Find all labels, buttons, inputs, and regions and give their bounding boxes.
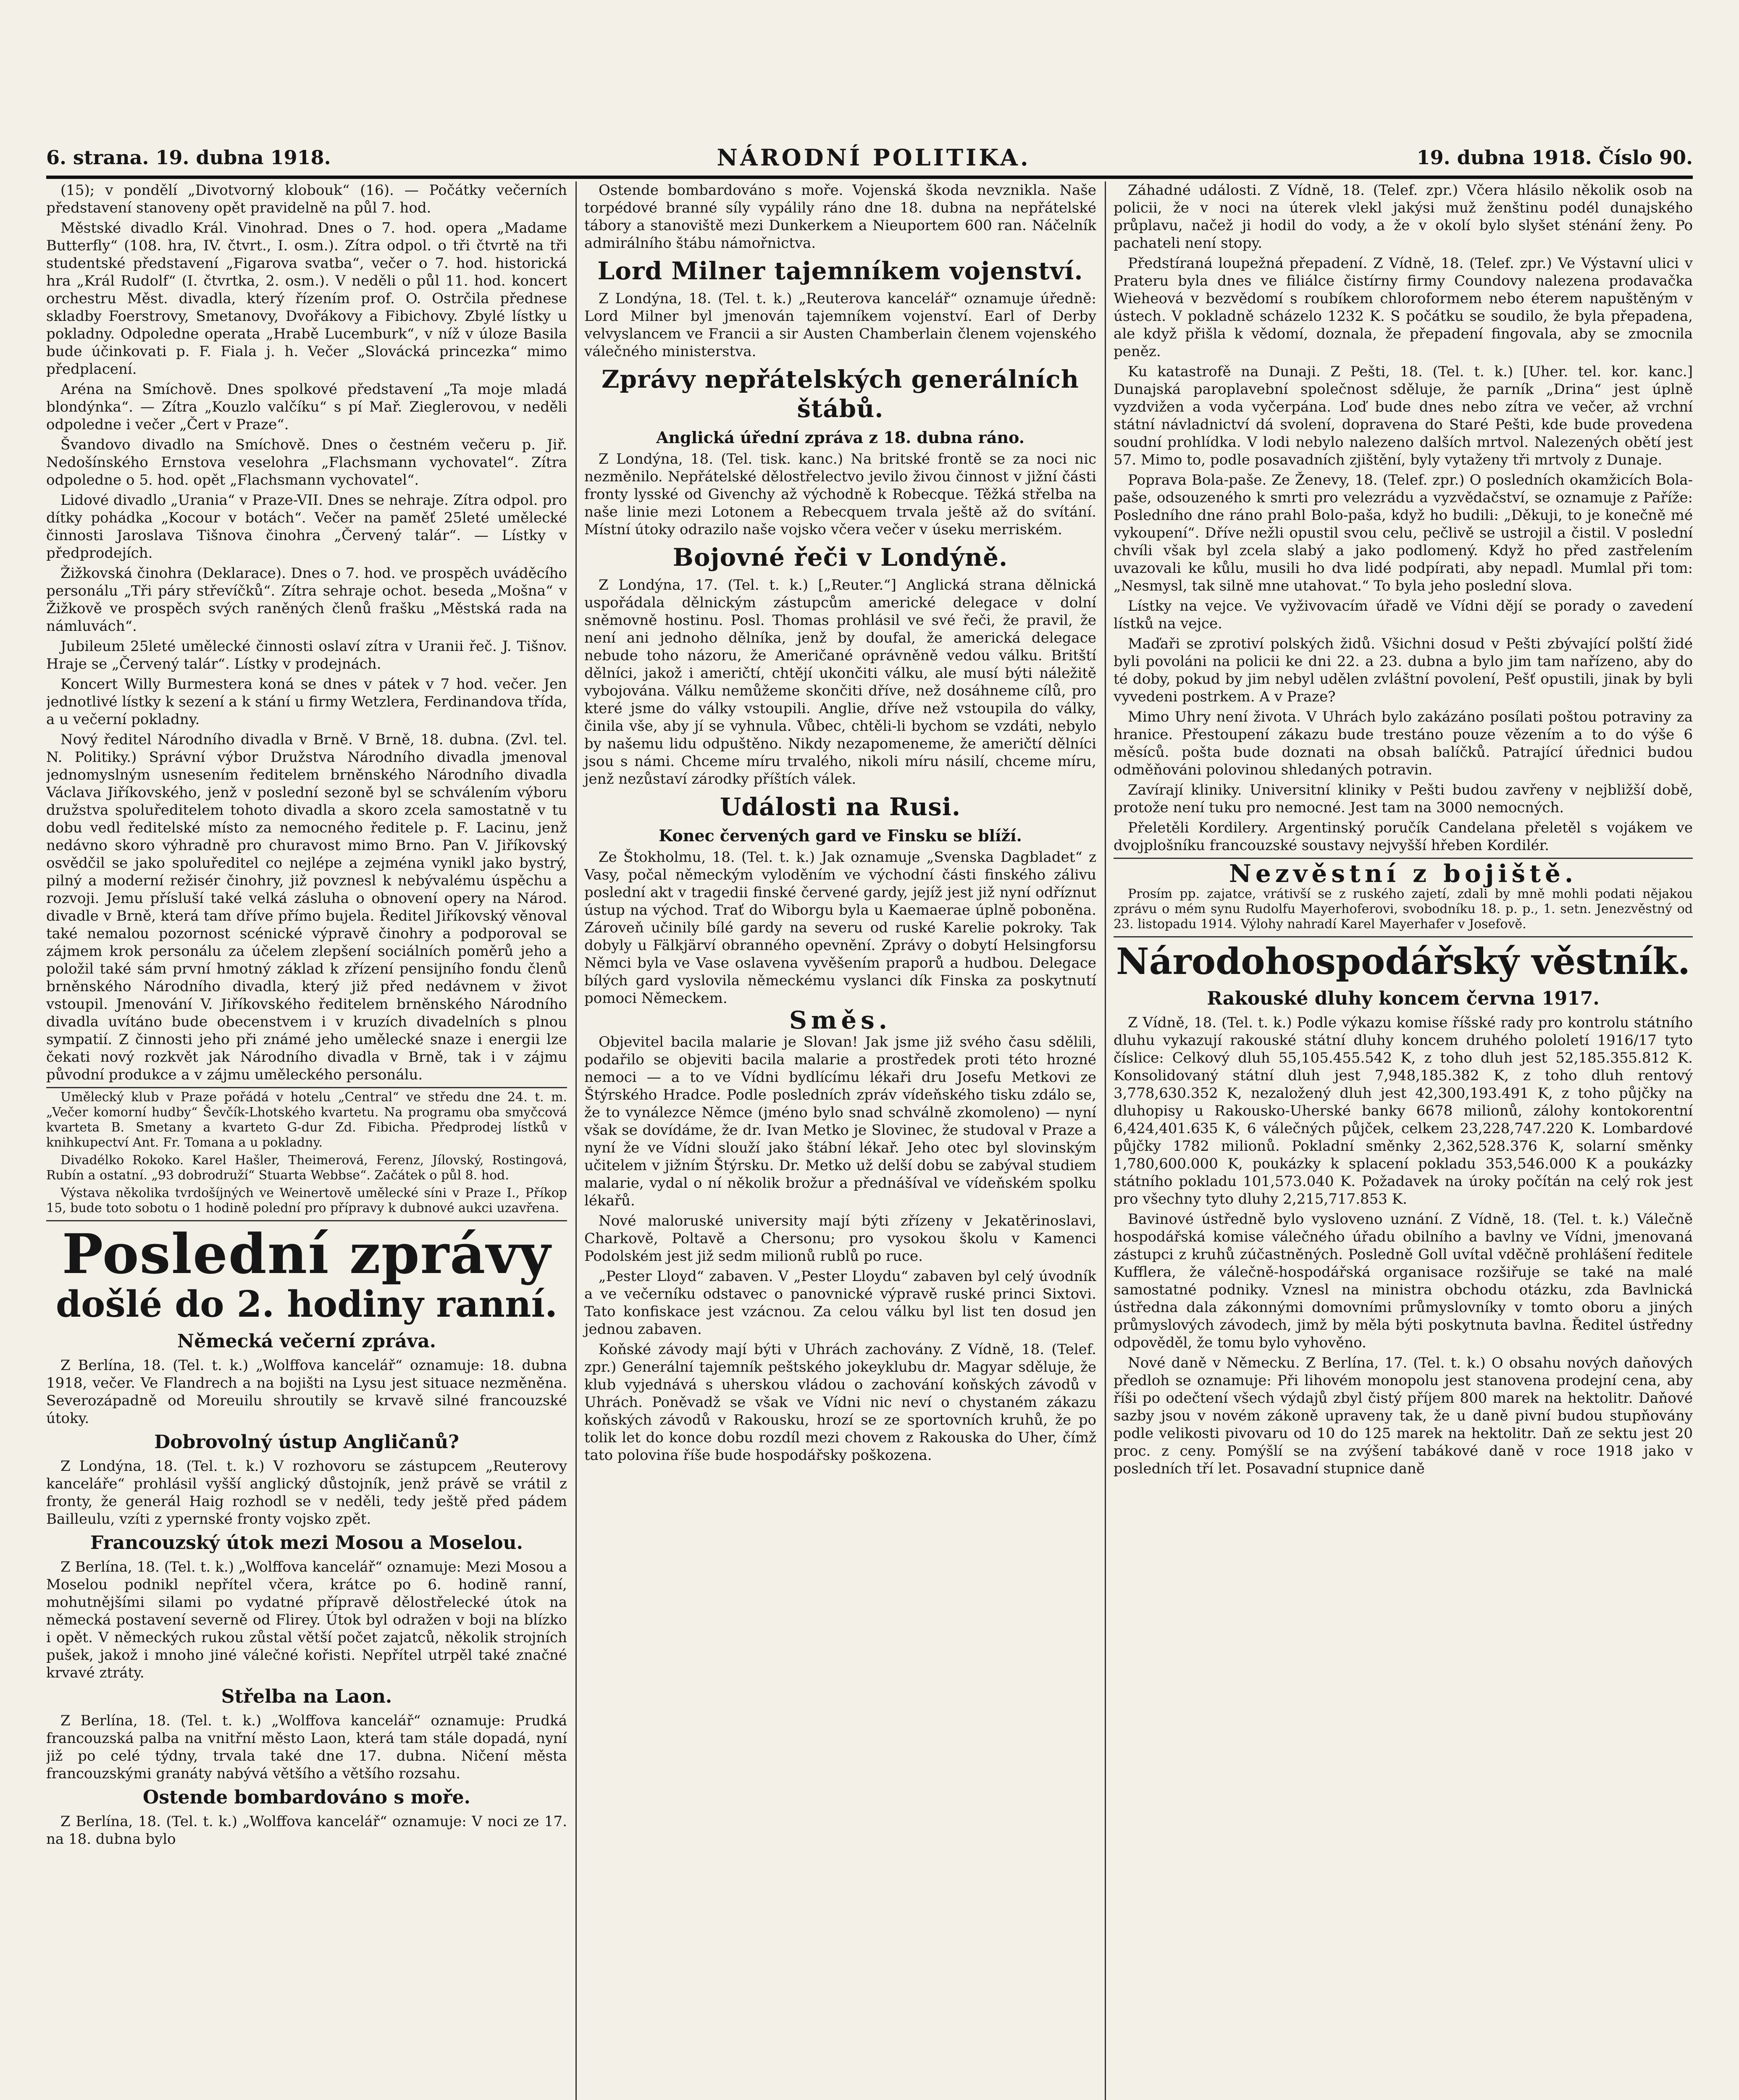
article-bola-pase: Poprava Bola-paše. Ze Ženevy, 18. (Telef. zpr.) O posledních okamžicích Bola-paše, odsouzeného k smrti pro velezrádu a vyzvědačství, se oznamuje z Paříže: Posledního dne ráno prahl Bolo-paša, když ho budili: „Děkuji, to je konečně mé vykoupení“. Dříve nežli opustil svou celu, pečlivě se ustrojil a čistil. V poslední chvíli však byl zcela slabý a jako podlomený. Když ho před zastřelením uvazovali ke kůlu, musili ho dva lidé podpírati, aby nepadl. Mumlal při tom: „Nesmysl, tak silně mne utahovat.“ To byla jeho poslední slova. (1114, 472, 1693, 594)
article-francouzsky-utok: Z Berlína, 18. (Tel. t. k.) „Wolffova kancelář“ oznamuje: Mezi Mosou a Moselou podnikl nepřítel včera, krátce po 6. hodině ranní, mohutnějšími silami po vydatné přípravě dělostřelecké útok na německá postavení severně od Flirey. Útok byl odražen v boji na blízko i opět. V německých rukou zůstal větší počet zajatců, několik strojních pušek, jakož i mnoho jiné válečné kořisti. Nepřítel utrpěl také značné krvavé ztráty. (46, 1559, 567, 1681)
article-theatre-top: (15); v pondělí „Divotvorný klobouk“ (16). — Počátky večerních představení stanoveny opět pravidelně na půl 7. hod. (46, 182, 567, 216)
article-urania-theatre: Lidové divadlo „Urania“ v Praze-VII. Dnes se nehraje. Zítra odpol. pro dítky pohádka „Kocour v botách“. Večer na paměť 25leté umělecké činnosti Jaroslava Tišnova činohra „Červený talár“. — Lístky v předprodejích. (46, 492, 567, 562)
heading-nezvestni: Nezvěstní z bojiště. (1229, 859, 1578, 888)
article-madari: Maďaři se zprotiví polských židů. Všichni dosud v Pešti zbývající polští židé byli povoláni na policii ke dni 22. a 23. dubna a bylo jim tam nařízeno, aby do té doby, pokud by jim nebyl udělen zvláštní povolení, Pešť opustili, jinak by byli vyvedeni postrkem. A v Praze? (1114, 635, 1693, 705)
article-konske-zavody: Koňské závody mají býti v Uhrách zachovány. Z Vídně, 18. (Telef. zpr.) Generální tajemník peštského jokeyklubu dr. Magyar sděluje, že klub vyjednává s uherskou vládou o zachování koňských závodů v Uhrách. Poněvadž se však ve Vídni nic neví o chystaném zákazu koňských závodů v Rakousku, hrozí se ze sportovních kruhů, že po tolik let do konce dobu rozdíl mezi chovem z Rakouska do Uher, čímž tato polovina říše bude hospodářsky poškozena. (584, 1341, 1096, 1464)
article-rusko: Ze Štokholmu, 18. (Tel. t. k.) Jak oznamuje „Svenska Dagbladet“ z Vasy, počal německým vyloděním ve východní části finského zálivu poslední akt v tragedii finské červené gardy, jejíž jest již nyní odříznut ústup na východ. Trať do Wiborgu byla u Kaemaerae úplně poboněna. Zároveň učinily bílé gardy na severu od ruské Karelie pokroky. Tak dobyly u Fälkjärví obranného opevnění. Zprávy o dobytí Helsingforsu Němci byla ve Vase oslavena vyvěšením praporů a hudbou. Delegace bílých gard vyslovila německému vyslanci dík Finska za poskytnutí pomoci Německem. (584, 849, 1096, 1007)
subheadline-dosle: došlé do 2. hodiny ranní. (55, 1283, 558, 1326)
heading-strelba-laon: Střelba na Laon. (221, 1686, 392, 1707)
ad-vystava: Výstava několika tvrdošíjných ve Weinertově umělecké síni v Praze I., Příkop 15, bude toto sobotu o 1 hodině polední pro přípravy k dubnové aukci uzavřena. (46, 1186, 567, 1215)
article-kliniky: Zavírají kliniky. Universitní kliniky v Pešti budou zavřeny v nejbližší době, protože není tuku pro nemocné. Jest tam na 3000 nemocných. (1114, 782, 1693, 816)
heading-francouzsky-utok: Francouzský útok mezi Mosou a Moselou. (90, 1532, 523, 1554)
header-right: 19. dubna 1918. Číslo 90. (1416, 146, 1693, 169)
box-nezvestni (1114, 858, 1693, 937)
header-left: 6. strana. 19. dubna 1918. (46, 146, 331, 169)
article-bojovne-reci: Z Londýna, 17. (Tel. t. k.) [„Reuter.“] Anglická strana dělnická uspořádala dělnickým zástupcům americké delegace v dolní sněmovně hostinu. Posl. Thomas prohlásil ve své řeči, že pravil, že není ani jednoho dělníka, jenž by doufal, že americká delegace nebude toho názoru, že Američané oprávněně vedou válku. Britští dělníci, jakož i američtí, chtějí ukončiti válku, ale musí býti náležitě vybojována. Válku nemůžeme skončiti dříve, než dosáhneme cílů, pro které jsme do války vstoupili. Anglie, dříve než vstoupila do války, činila vše, aby jí se vyhnula. Vůbec, chtěli-li bychom se vzdáti, nebylo by našemu lidu odpuštěno. Nikdy nezapomeneme, že američtí dělníci jsou s námi. Chceme míru trvalého, nikoli míru násilí, chceme míru, jenž nezůstaví zárodky příštích válek. (584, 577, 1096, 788)
article-nezvestni: Prosím pp. zajatce, vrátivší se z ruského zajetí, zdali by mně mohli podati nějakou zprávu o mém synu Rudolfu Mayerhoferovi, svobodníku 18. p. p., 1. setn. Jenezvěstný od 23. listopadu 1914. Výlohy nahradí Karel Mayerhafer v Josefově. (1114, 887, 1693, 932)
newspaper-title: NÁRODNÍ POLITIKA. (717, 144, 1031, 171)
article-anglicka-zprava: Z Londýna, 18. (Tel. tisk. kanc.) Na britské frontě se za noci nic nezměnilo. Nepřátelské dělostřelectvo jevilo živou činnost v jižní části fronty lysské od Givenchy až východně k Robecque. Těžká střelba na naše linie mezi Lotonem a Rebecquem trvala ještě až do svítání. Místní útoky odrazilo naše vojsko včera večer v úseku merriském. (584, 451, 1096, 538)
article-nove-dane: Nové daně v Německu. Z Berlína, 17. (Tel. t. k.) O obsahu nových daňových předloh se oznamuje: Při lihovém monopolu jest stanovena prodejní cena, aby říši po odečtení všech výdajů zbyl čistý příjem 800 marek na hektolitr. Daňové sazby jsou v novém zákoně upraveny tak, že u daně pivní budou stupňovány podle velikosti pivovaru od 10 do 125 marek na hektolitr. Daň ze sektu jest 20 proc. z ceny. Pomýšlí se na zvýšení tabákové daně v roce 1918 jako v posledních tří let. Posavadní stupnice daně (1114, 1354, 1693, 1477)
heading-udalosti-rusi: Události na Rusi. (720, 793, 961, 821)
article-zizkov-theatre: Žižkovská činohra (Deklarace). Dnes o 7. hod. ve prospěch uváděcího personálu „Tři páry střevíčků“. Zítra sehraje ochot. beseda „Mošna“ v Žižkově ve prospěch svých raněných členů frašku „Městská rada na námluvách“. (46, 565, 567, 635)
header-rule (46, 176, 1693, 179)
article-milner: Z Londýna, 18. (Tel. t. k.) „Reuterova kancelář“ oznamuje úředně: Lord Milner byl jmenován tajemníkem vojenství. Earl of Derby velvyslancem ve Francii a sir Austen Chamberlain členem vojenského válečného ministerstva. (584, 290, 1096, 360)
heading-zpravy-stabu: Zprávy nepřátelských generálních štábů. (602, 365, 1079, 423)
article-pester-lloyd: „Pester Lloyd“ zabaven. V „Pester Lloydu“ zabaven byl celý úvodník a ve večerníku odstavec o panovnické výpravě ruské princi Sixtovi. Tato konfiskace jest vzácnou. Za celou válku byl list ten dosud jen jednou zabaven. (584, 1268, 1096, 1338)
heading-ustup: Dobrovolný ústup Angličanů? (154, 1431, 459, 1453)
article-katastrofa-dunaj: Ku katastrofě na Dunaji. Z Pešti, 18. (Tel. t. k.) [Uher. tel. kor. kanc.] Dunajská paroplavební společnost sděluje, že parník „Drina“ jest úplně vyzdvižen a voda vyčerpána. Loď bude dnes nebo zítra ve večer, až vrchní státní návladnictví dá svolení, dopravena do Staré Pešti, kde bude provedena soudní prohlídka. V lodi nebylo nalezeno dalších mrtvol. Nalezených obětí jest 57. Mimo to, podle posavadních zjištění, byly vytaženy tři mrtvoly z Dunaje. (1114, 363, 1693, 468)
article-nemecka-zprava: Z Berlína, 18. (Tel. t. k.) „Wolffova kancelář“ oznamuje: 18. dubna 1918, večer. Ve Flandrech a na bojišti na Lysu jest situace nezměněna. Severozápadně od Moreuilu shroutily se krvavě silné francouzské útoky. (46, 1357, 567, 1427)
column-1 (46, 181, 567, 2100)
page-header (46, 143, 1693, 172)
subheading-cervene-gardy: Konec červených gard ve Finsku se blíží. (659, 826, 1022, 845)
article-bavlnova-ustredna: Bavinové ústředně bylo vysloveno uznání. Z Vídně, 18. (Tel. t. k.) Válečně hospodářská komise válečného úřadu obilního a bavlny ve Vídni, jmenovaná zástupci z kruhů zúčastněných. Posledně Goll uvítal vděčně prohlášení ředitele Kufflera, že válečně-hospodářská organisace rozšiřuje se také na malé samostatné podniky. Vznesl na ministra obchodu otázku, zda Bavlnická ústředna dala zákonnými domovními průmyslovníky v tomto oboru a jiných průmyslových závodech, jimž by měla býti poskytnuta bavlna. Ředitel ústředny odpověděl, že tomu bylo vyhověno. (1114, 1211, 1693, 1351)
heading-ostende: Ostende bombardováno s moře. (143, 1787, 470, 1808)
article-ostende-cont: Ostende bombardováno s moře. Vojenská škoda nevznikla. Naše torpédové branné síly vypálily ráno dne 18. dubna na nepřátelské tábory a stanoviště mezi Dunkerkem a Nieuportem 600 ran. Náčelník admirálního štábu námořnictva. (584, 182, 1096, 252)
article-brno-director: Nový ředitel Národního divadla v Brně. V Brně, 18. dubna. (Zvl. tel. N. Politiky.) Správní výbor Družstva Národního divadla jmenoval jednomyslným usnesením ředitelem brněnského Národního divadla Václava Jiříkovského, jenž v poslední sezoně byl se schválením výboru družstva spoluředitelem tohoto divadla a skoro zcela samostatně v tu dobu vedl ředitelské místo za nemocného ředitele p. F. Lacinu, jenž nedávno skoro výhradně pro churavost mimo Brno. Pan V. Jiříkovský osvědčil se jako spoluředitel co nejlépe a zejména vynikl jako bystrý, pilný a moderní režisér činohry, již povznesl k nebývalému úspěchu a rozvoji. Jemu přísluší také velká zásluha o obnovení opery na Národ. divadle v Brně, která tam dříve přímo bujela. Ředitel Jiříkovský věnoval také nemalou pozornost scénické výpravě činohry a podporoval se zájmem krok personálu za účelem zlepšení sociálních poměrů jeho a položil také sám první hmotný základ k zřízení pensijního fondu členů brněnského Národního divadla, který již před nedávnem v život vstoupil. Jmenování V. Jiříkovského ředitelem brněnského Národního divadla uvítáno bude obecenstvem i v kruzích divadelních s plnou sympatií. Z činnosti jeho při známé jeho umělecké snaze i energii lze čekati nový rozkvět jak Národního divadla v Brně, tak i v zájmu původní produkce a v zájmu uměleckého personálu. (46, 731, 567, 1083)
article-ostende: Z Berlína, 18. (Tel. t. k.) „Wolffova kancelář“ oznamuje: V noci ze 17. na 18. dubna bylo (46, 1813, 567, 1848)
ad-rokoko: Divadélko Rokoko. Karel Hašler, Theimerová, Ferenz, Jílovský, Rostingová, Rubín a ostatní. „93 dobrodruží“ Stuarta Webbse“. Začátek o půl 8. hod. (46, 1153, 567, 1183)
heading-nemecka-zprava: Německá večerní zpráva. (177, 1331, 436, 1352)
article-vinohrady-theatre: Městské divadlo Král. Vinohrad. Dnes o 7. hod. opera „Madame Butterfly“ (108. hra, IV. čtvrt., I. osm.). Zítra odpol. o tři čtvrtě na tři studentské představení „Figarova svatba“, večer o 7. hod. historická hra „Král Rudolf“ (I. čtvrtka, 2. osm.). V neděli o půl 11. hod. koncert orchestru Měst. divadla, který řízením prof. O. Ostrčila přednese skladby Foerstrovy, Smetanovy, Dvořákovy a Fibichovy. Zbylé lístky u pokladny. Odpoledne operata „Hrabě Lucemburk“, v níž v úloze Basila bude účinkovati p. F. Fiala j. h. Večer „Slovácká princezka“ mimo předplacení. (46, 220, 567, 378)
article-prepadeni: Předstíraná loupežná přepadení. Z Vídně, 18. (Telef. zpr.) Ve Výstavní ulici v Prateru byla dnes ve filiálce čistírny firmy Coundovy nalezena prodavačka Wieheová v bezvědomí s roubíkem chloroformem nebo éterem napuštěným v ústech. V pokladně scházelo 1232 K. S počátku se soudilo, že byla přepadena, ale když přišla k vědomí, doznala, že přepadení fingovala, aby se zmocnila peněz. (1114, 255, 1693, 360)
box-ads (46, 1087, 567, 1221)
article-kordilery: Přeletěli Kordilery. Argentinský poručík Candelana přeletěl s vojákem ve dvojplošníku francouzské soustavy nejvyšší hřeben Kordilér. (1114, 819, 1693, 854)
article-ustup: Z Londýna, 18. (Tel. t. k.) V rozhovoru se zástupcem „Reuterovy kanceláře“ prohlásil vyšší anglický důstojník, jenž právě se vrátil z fronty, že generál Haig rozhodl se v neděli, tedy ještě před pádem Bailleulu, vzíti z ypernské fronty vojsko zpět. (46, 1458, 567, 1528)
heading-smes: Směs. (789, 1006, 891, 1034)
article-dluhy: Z Vídně, 18. (Tel. t. k.) Podle výkazu komise říšské rady pro kontrolu státního dluhu vykazují rakouské státní dluhy koncem druhého pololetí 1916/17 tyto číslice: Celkový dluh 55,105.455.542 K, z toho dluh jest 52,185.355.812 K. Konsolidovaný státní dluh jest 7,948,185.382 K, z toho dluh rentový 3,778,630.352 K, nezaložený dluh jest 42,300,193.491 K, z toho půjčky na dluhopisy u Rakousko-Uherské banky 6678 milionů, zálohy kontokorentní 6,424,401.635 K, 6 válečných půjček, celkem 23,228,747.220 K. Lombardové půjčky 1782 milionů. Pokladní směnky 2,362,528.376 K, solarní směnky 1,780,600.000 K, poukázky k splacení pokladu 353,546.000 K a poukázky státního pokladu 101,573.040 K. Požadavek na úroky počítán na celý rok jest pro všechny tyto dluhy 2,215,717.853 K. (1114, 1014, 1693, 1208)
heading-anglicka-zprava: Anglická úřední zpráva z 18. dubna ráno. (656, 428, 1024, 447)
article-koncert: Koncert Willy Burmestera koná se dnes v pátek v 7 hod. večer. Jen jednotlivé lístky k sezení a k stání u firmy Wetzlera, Ferdinandova třída, a u večerní pokladny. (46, 676, 567, 728)
article-arena-smichov: Aréna na Smíchově. Dnes spolkové představení „Ta moje mladá blondýnka“. — Zítra „Kouzlo valčíku“ s pí Mař. Zieglerovou, v neděli odpoledne i večer „Čert v Praze“. (46, 381, 567, 433)
article-listky-vejce: Lístky na vejce. Ve vyživovacím úřadě ve Vídni dějí se porady o zavedení lístků na vejce. (1114, 598, 1693, 632)
article-strelba-laon: Z Berlína, 18. (Tel. t. k.) „Wolffova kancelář“ oznamuje: Prudká francouzská palba na vnitřní město Laon, která tam stále dopadá, nyní již po celé týdny, trvala také dne 17. dubna. Ničení města francouzskými granáty nabývá většího a většího rozsahu. (46, 1712, 567, 1782)
article-zahadna-udalost: Záhadné události. Z Vídně, 18. (Telef. zpr.) Včera hlásilo několik osob na policii, že v noci na úterek vlekl jakýsi muž ženštinu podél dunajského průplavu, načež ji hodil do vody, a že v okolí bylo slyšet sténání ženy. Po pachateli není stopy. (1114, 182, 1693, 252)
heading-bojovne-reci: Bojovné řeči v Londýně. (672, 543, 1008, 572)
article-uhry: Mimo Uhry není života. V Uhrách bylo zakázáno posílati poštou potraviny za hranice. Přestoupení zákazu bude trestáno pouze vězením a to do výše 6 měsíců. pošta bude doznati na obsah balíčků. Patrající úřednici budou odměňováni polovinou shledaných potravin. (1114, 709, 1693, 778)
heading-dluhy: Rakouské dluhy koncem června 1917. (1207, 988, 1600, 1009)
heading-milner: Lord Milner tajemníkem vojenství. (597, 257, 1083, 285)
heading-narodohospodarsky-vestnik: Národohospodářský věstník. (1116, 940, 1690, 983)
article-univerzity: Nové maloruské university mají býti zřízeny v Jekatěrinoslavi, Charkově, Poltavě a Chersonu; pro vysokou školu v Kamenci Podolském jest již sedm milionů rublů po ruce. (584, 1213, 1096, 1265)
column-2 (575, 181, 1096, 2100)
column-3 (1105, 181, 1693, 2100)
article-jubileum: Jubileum 25leté umělecké činnosti oslaví zítra v Uranii řeč. J. Tišnov. Hraje se „Červený talár“. Lístky v prodejnách. (46, 638, 567, 672)
article-svandovo-theatre: Švandovo divadlo na Smíchově. Dnes o čestném večeru p. Jiř. Nedošínského Ernstova veselohra „Flachsmann vychovatel“. Zítra odpoledne o 5. hod. opět „Flachsmann vychovatel“. (46, 436, 567, 488)
article-malarie: Objevitel bacila malarie je Slovan! Jak jsme již svého času sdělili, podařilo se objeviti bacila malarie a prostředek proti této hrozné nemoci — a to ve Vídni bydlícímu lékaři dru Josefu Metkovi ze Štýrského Hradce. Podle posledních zpráv vídeňského tisku zdálo se, že to vynálezce Němce (jméno bylo snad schválně zkomoleno) — nyní však se dovídáme, že dr. Ivan Metko je Slovinec, že studoval v Praze a nyní že ve Vídni slouží jako štábní lékař. Jeho otec byl slovinským učitelem v jižním Štýrsku. Dr. Metko už delší dobu se zabýval studiem malarie, vydal o ní několik brožur a přednášíval ve vídeňském spolku lékařů. (584, 1034, 1096, 1209)
ad-umelecky-klub: Umělecký klub v Praze pořádá v hotelu „Central“ ve středu dne 24. t. m. „Večer komorní hudby“ Ševčík-Lhotského kvartetu. Na programu oba smyčcová kvarteta B. Smetany a kvarteto G-dur Zd. Fibicha. Předprodej lístků v knihkupectví Ant. Fr. Tomana a u pokladny. (46, 1090, 567, 1150)
headline-posledni-zpravy: Poslední zprávy (62, 1222, 552, 1286)
